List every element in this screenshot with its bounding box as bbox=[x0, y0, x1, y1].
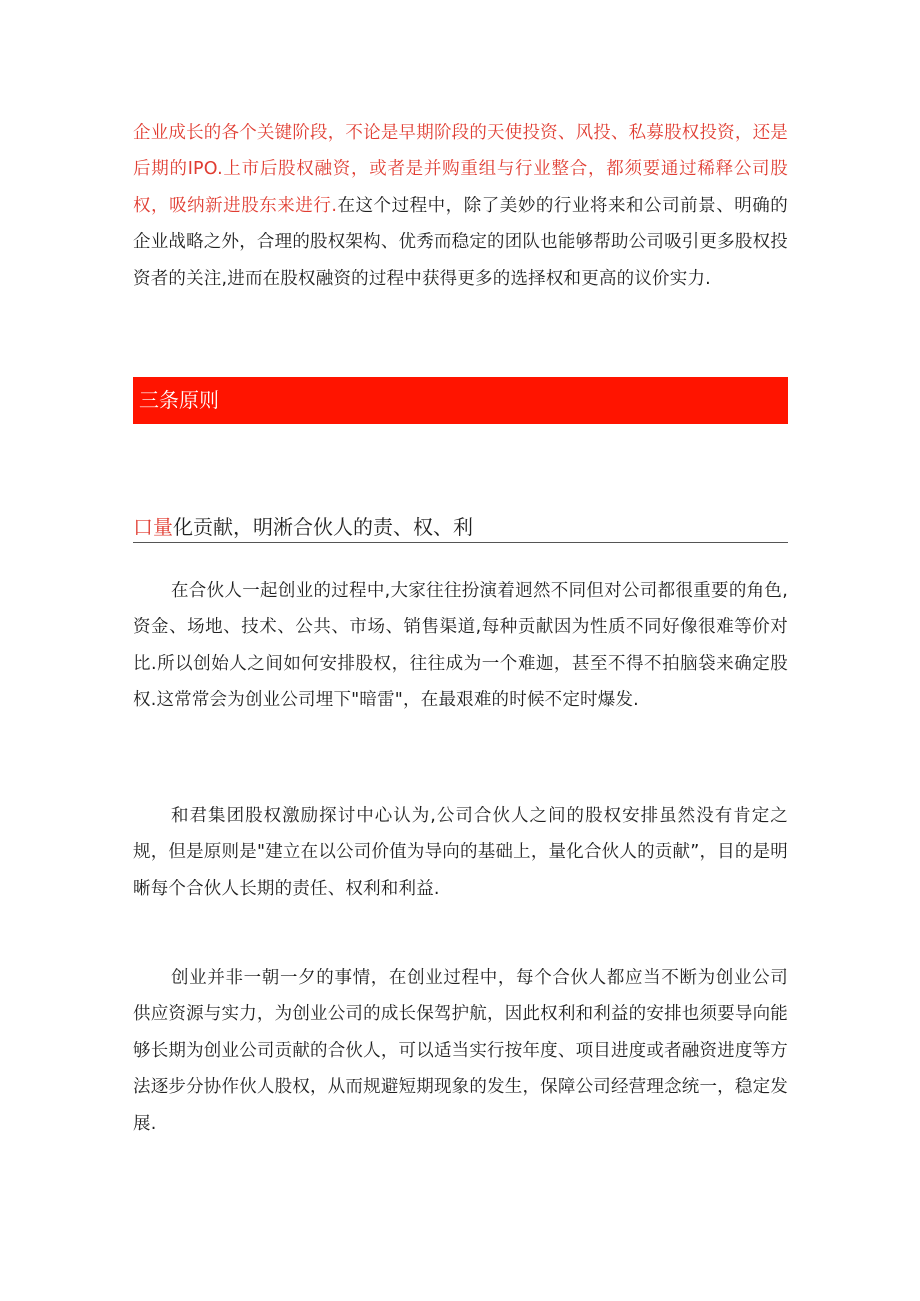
subsection-heading-highlight: 口量 bbox=[133, 515, 173, 539]
intro-paragraph bbox=[133, 115, 788, 297]
body-paragraph-2: 和君集团股权激励探讨中心认为,公司合伙人之间的股权安排虽然没有肯定之规，但是原则是"建立在以公司价值为导向的基础上，量化合伙人的贡献”，目的是明晰每个合伙人长期的责任、权利和利益. bbox=[133, 806, 788, 899]
intro-body-text: 在这个过程中，除了美妙的行业将来和公司前景、明确的企业战略之外，合理的股权架构、优秀而稳定的团队也能够帮助公司吸引更多股权投资者的关注,进而在股权融资的过程中获得更多的选择权和更高的议价实力. bbox=[133, 195, 788, 289]
body-paragraph-1: 在合伙人一起创业的过程中,大家往往扮演着迥然不同但对公司都很重要的角色,资金、场地、技术、公共、市场、销售渠道,每种贡献因为性质不同好像很难等价对比.所以创始人之间如何安排股权，往往成为一个难迦，甚至不得不拍脑袋来确定股权.这常常会为创业公司埋下"暗雷"，在最艰难的时候不定时爆发. bbox=[133, 581, 788, 711]
intro-highlighted-text: 企业成长的各个关键阶段，不论是早期阶段的天使投资、风投、私募股权投资，还是后期的IPO.上市后股权融资，或者是并购重组与行业整合，都须要通过稀释公司股权，吸纳新进股东来进行. bbox=[133, 123, 788, 216]
section-banner-label: 三条原则 bbox=[139, 388, 219, 412]
subsection-heading bbox=[133, 512, 788, 543]
body-paragraph-3: 创业并非一朝一夕的事情，在创业过程中，每个合伙人都应当不断为创业公司供应资源与实力，为创业公司的成长保驾护航，因此权利和利益的安排也须要导向能够长期为创业公司贡献的合伙人，可以适当实行按年度、项目进度或者融资进度等方法逐步分协作伙人股权，从而规避短期现象的发生，保障公司经营理念统一，稳定发展. bbox=[133, 968, 788, 1134]
subsection-heading-text: 化贡献，明淅合伙人的责、权、利 bbox=[173, 515, 473, 539]
section-banner bbox=[133, 377, 788, 424]
